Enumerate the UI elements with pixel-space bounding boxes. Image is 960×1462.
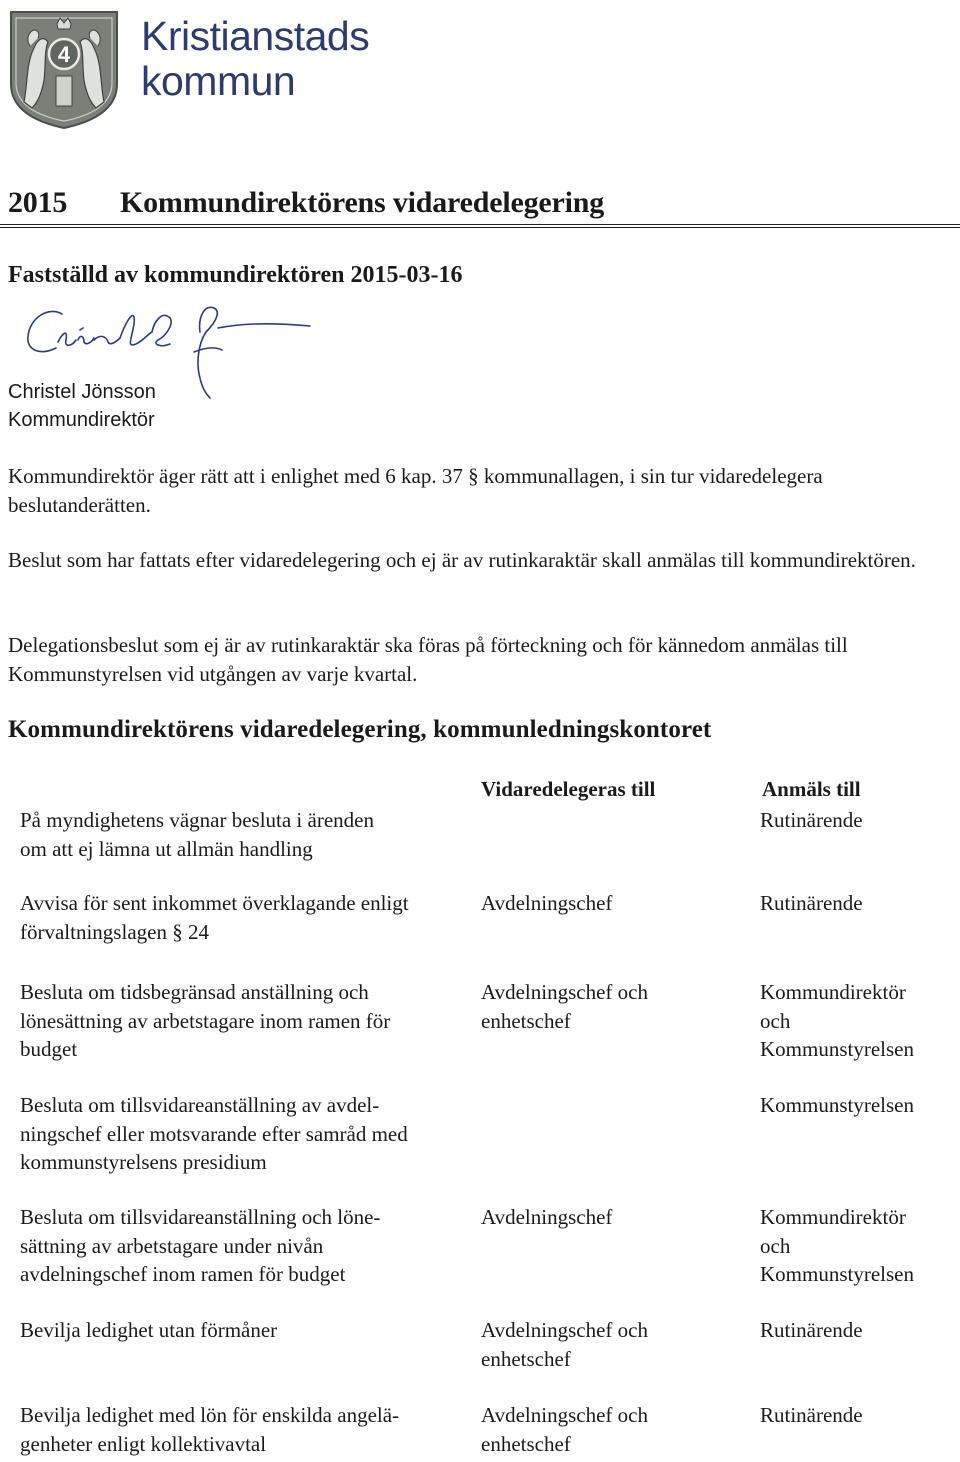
title-divider <box>0 224 960 228</box>
row-matter-line: Besluta om tidsbegränsad anställning och <box>20 980 369 1004</box>
row-reported-to <box>760 889 955 918</box>
row-matter-line: genheter enligt kollektivavtal <box>20 1431 267 1456</box>
row-matter-line: lönesättning av arbetstagare inom ramen för <box>20 1008 391 1033</box>
row-delegated-to-line: enhetschef <box>481 1346 571 1371</box>
coat-of-arms-shield-icon <box>8 6 120 130</box>
row-reported-to <box>760 1401 955 1430</box>
row-reported-to-line: Kommunstyrelsen <box>760 1093 914 1117</box>
org-name-line2: kommun <box>141 58 296 104</box>
document-title-text: Kommundirektörens vidaredelegering <box>120 186 605 219</box>
row-delegated-to-line: Avdelningschef och <box>481 1318 648 1342</box>
column-header-reported-to: Anmäls till <box>762 777 861 801</box>
row-reported-to-line: Kommundirektör <box>760 980 906 1004</box>
row-reported-to-line: Rutinärende <box>760 808 863 832</box>
row-matter <box>20 978 470 1064</box>
row-reported-to-line: Kommunstyrelsen <box>760 1262 914 1286</box>
row-reported-to <box>760 1203 955 1289</box>
row-matter-line: förvaltningslagen § 24 <box>20 919 209 944</box>
row-delegated-to <box>481 1203 741 1232</box>
row-matter-line: Bevilja ledighet utan förmåner <box>20 1318 278 1342</box>
row-reported-to-line: och <box>760 1008 791 1033</box>
row-matter-line: Besluta om tillsvidareanställning av avdel- <box>20 1093 380 1117</box>
row-matter-line: På myndighetens vägnar besluta i ärenden <box>20 808 374 832</box>
paragraph-1: Kommundirektör äger rätt att i enlighet med 6 kap. 37 § kommunallagen, i sin tur vidaredelegera beslutanderätten. <box>8 464 823 517</box>
svg-text:4: 4 <box>57 42 71 67</box>
row-matter <box>20 806 470 863</box>
row-matter-line: ningschef eller motsvarande efter samråd med <box>20 1121 408 1146</box>
row-matter-line: kommunstyrelsens presidium <box>20 1150 267 1174</box>
row-reported-to-line: Rutinärende <box>760 1403 863 1427</box>
row-matter <box>20 1316 470 1345</box>
row-matter <box>20 1203 470 1289</box>
row-matter-line: budget <box>20 1037 78 1061</box>
paragraph-2: Beslut som har fattats efter vidaredelegering och ej är av rutinkaraktär skall anmälas till kommundirektören. <box>8 548 916 572</box>
row-reported-to-line: Rutinärende <box>760 891 863 915</box>
document-year: 2015 <box>8 186 68 219</box>
row-delegated-to <box>481 889 741 918</box>
row-matter-line: sättning av arbetstagare under nivån <box>20 1233 324 1258</box>
row-matter-line: Besluta om tillsvidareanställning och löne- <box>20 1205 381 1229</box>
row-delegated-to-line: enhetschef <box>481 1008 571 1033</box>
row-reported-to-line: Kommundirektör <box>760 1205 906 1229</box>
organization-name <box>141 14 369 104</box>
row-delegated-to-line: Avdelningschef och <box>481 1403 648 1427</box>
section-heading: Kommundirektörens vidaredelegering, kommunledningskontoret <box>8 716 712 743</box>
row-matter <box>20 889 470 946</box>
approval-line: Fastställd av kommundirektören 2015-03-16 <box>8 262 463 288</box>
row-delegated-to-line: Avdelningschef <box>481 1205 613 1229</box>
row-matter <box>20 1091 470 1177</box>
signer-name: Christel Jönsson <box>8 381 156 403</box>
row-reported-to <box>760 1316 955 1345</box>
row-reported-to-line: Rutinärende <box>760 1318 863 1342</box>
row-reported-to-line: Kommunstyrelsen <box>760 1037 914 1061</box>
signer-role: Kommundirektör <box>8 409 155 431</box>
row-matter-line: Bevilja ledighet med lön för enskilda angelä- <box>20 1403 400 1427</box>
row-reported-to-line: och <box>760 1233 791 1258</box>
row-delegated-to-line: enhetschef <box>481 1431 571 1456</box>
row-reported-to <box>760 978 955 1064</box>
column-header-delegated-to: Vidaredelegeras till <box>481 777 656 801</box>
paragraph-3: Delegationsbeslut som ej är av rutinkaraktär ska föras på förteckning och för kännedom anmälas till Kommunstyrelsen vid utgången av varje kvartal. <box>8 633 848 686</box>
row-delegated-to-line: Avdelningschef <box>481 891 613 915</box>
row-matter <box>20 1401 470 1458</box>
row-delegated-to <box>481 978 741 1035</box>
document-title <box>8 186 604 220</box>
row-delegated-to <box>481 1401 741 1458</box>
row-matter-line: om att ej lämna ut allmän handling <box>20 836 313 861</box>
row-delegated-to-line: Avdelningschef och <box>481 980 648 1004</box>
org-name-line1: Kristianstads <box>141 13 370 59</box>
row-matter-line: Avvisa för sent inkommet överklagande enligt <box>20 891 409 915</box>
row-reported-to <box>760 1091 955 1120</box>
row-reported-to <box>760 806 955 835</box>
row-delegated-to <box>481 1316 741 1373</box>
row-matter-line: avdelningschef inom ramen för budget <box>20 1262 346 1286</box>
